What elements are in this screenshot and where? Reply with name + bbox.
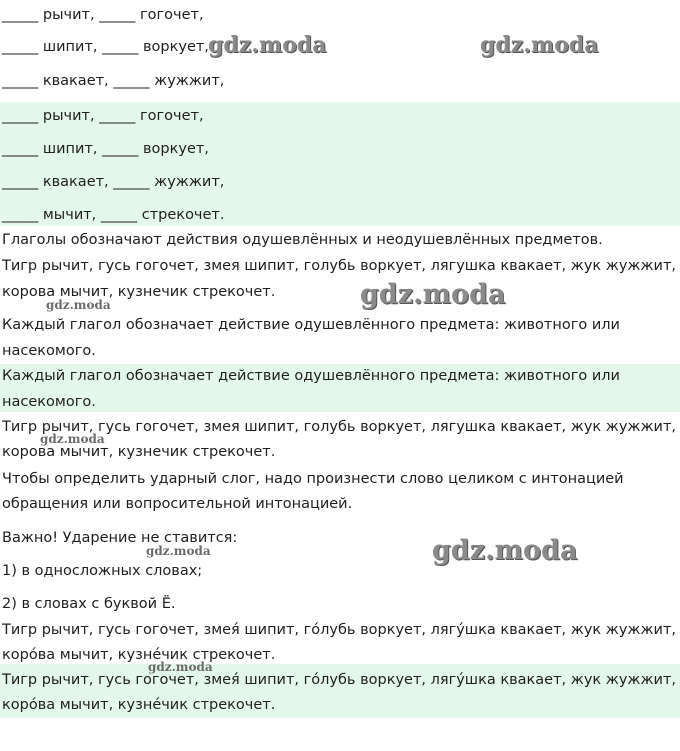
text-line: коро́ва мычит, кузне́чик стрекочет.	[2, 697, 276, 713]
text-line: _____ шипит, _____ воркует,	[2, 39, 209, 55]
text-line: _____ квакает, _____ жужжит,	[2, 174, 225, 190]
text-line: _____ квакает, _____ жужжит,	[2, 73, 225, 89]
watermark: gdz.moda	[46, 298, 111, 312]
text-line: _____ рычит, _____ гогочет,	[2, 7, 204, 23]
text-line: корова мычит, кузнечик стрекочет.	[2, 444, 276, 460]
text-line: _____ шипит, _____ воркует,	[2, 141, 209, 157]
watermark: gdz.moda	[148, 660, 213, 674]
text-line: Каждый глагол обозначает действие одушевлённого предмета: животного или	[2, 368, 620, 384]
text-line: Каждый глагол обозначает действие одушевлённого предмета: животного или	[2, 317, 620, 333]
text-line: корова мычит, кузнечик стрекочет.	[2, 284, 276, 300]
watermark: gdz.moda	[360, 279, 506, 310]
text-line: _____ рычит, _____ гогочет,	[2, 108, 204, 124]
text-line: 1) в односложных словах;	[2, 563, 203, 579]
text-line: _____ мычит, _____ стрекочет.	[2, 207, 225, 223]
text-line: насекомого.	[2, 394, 96, 410]
watermark: gdz.moda	[432, 535, 578, 566]
text-line: Тигр рычит, гусь гогочет, змея́ шипит, го́лубь воркует, лягу́шка квакает, жук жужжит,	[2, 672, 677, 688]
text-line: 2) в словах с буквой Ё.	[2, 596, 176, 612]
watermark: gdz.moda	[480, 32, 599, 58]
text-line: Глаголы обозначают действия одушевлённых и неодушевлённых предметов.	[2, 232, 603, 248]
text-line: Важно! Ударение не ставится:	[2, 530, 238, 546]
text-line: Чтобы определить ударный слог, надо произнести слово целиком с интонацией	[2, 471, 624, 487]
text-line: обращения или вопросительной интонацией.	[2, 496, 353, 512]
watermark: gdz.moda	[208, 32, 327, 58]
text-line: Тигр рычит, гусь гогочет, змея шипит, голубь воркует, лягушка квакает, жук жужжит,	[2, 419, 677, 435]
text-line: коро́ва мычит, кузне́чик стрекочет.	[2, 647, 276, 663]
text-line: Тигр рычит, гусь гогочет, змея шипит, голубь воркует, лягушка квакает, жук жужжит,	[2, 258, 677, 274]
text-line: насекомого.	[2, 343, 96, 359]
watermark: gdz.moda	[146, 544, 211, 558]
text-line: Тигр рычит, гусь гогочет, змея́ шипит, го́лубь воркует, лягу́шка квакает, жук жужжит,	[2, 622, 677, 638]
watermark: gdz.moda	[40, 432, 105, 446]
